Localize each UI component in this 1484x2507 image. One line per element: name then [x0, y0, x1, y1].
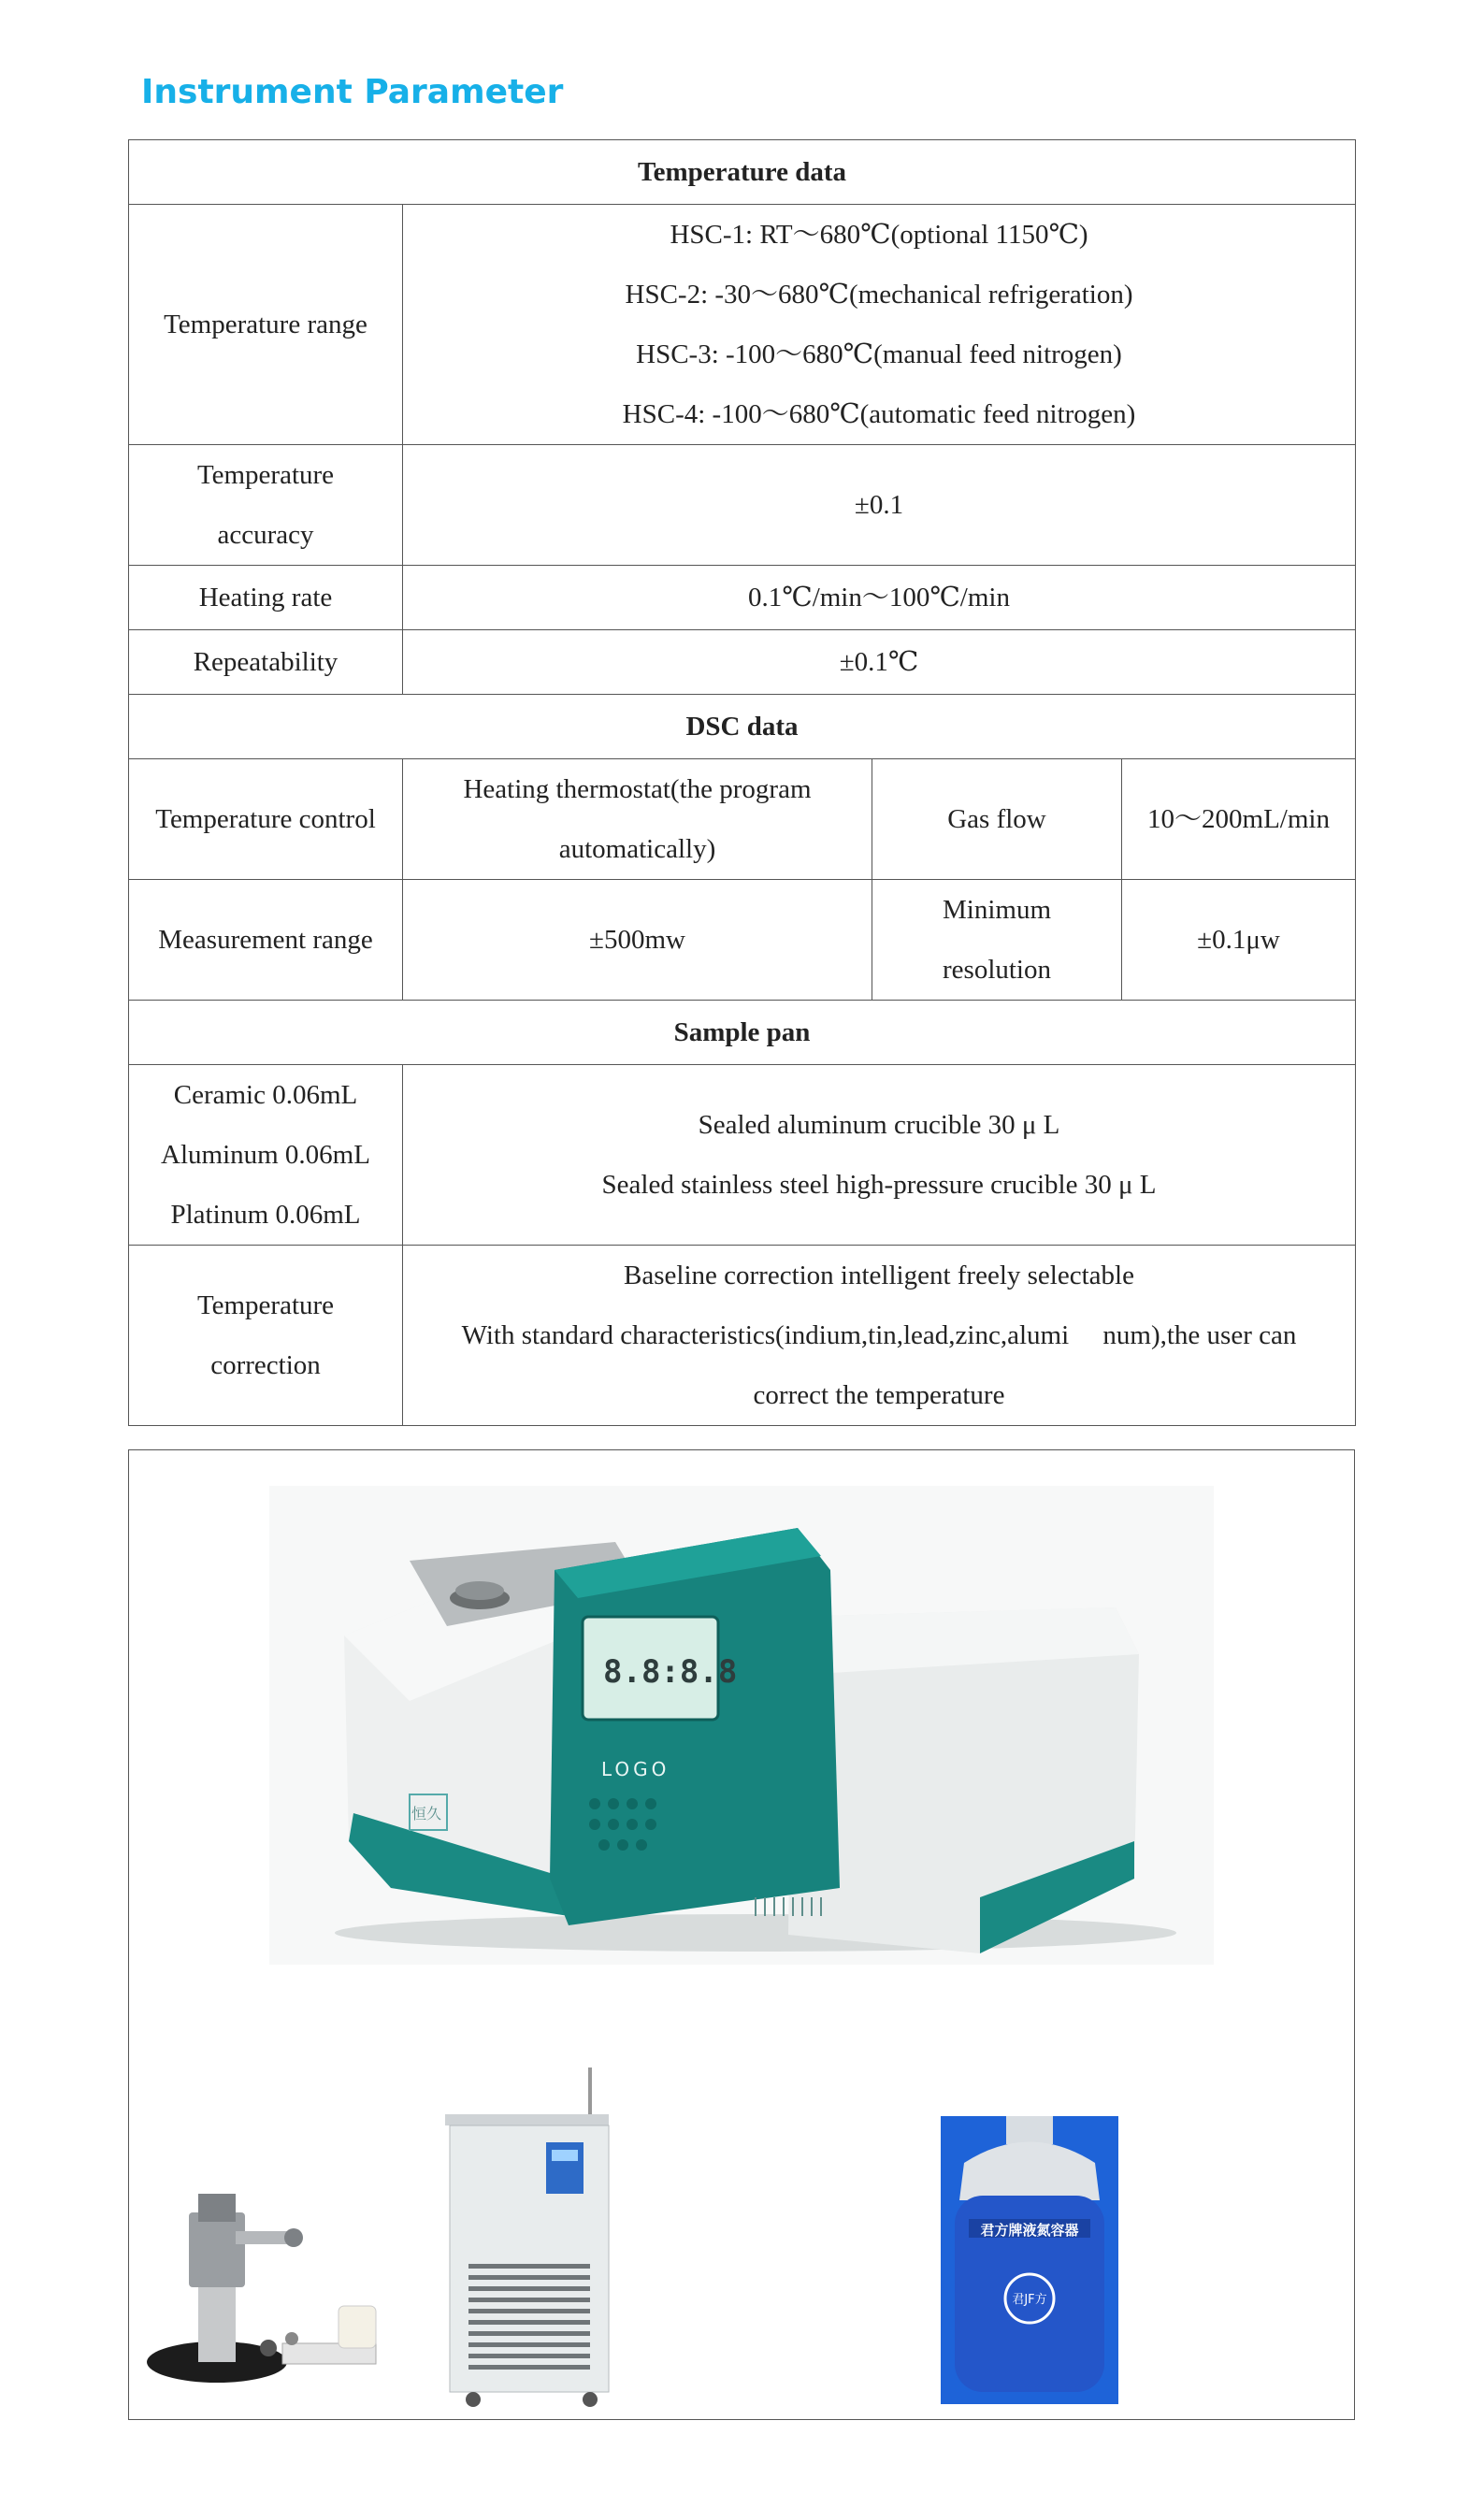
sample-pan-material: Aluminum 0.06mL [161, 1140, 370, 1170]
temp-accuracy-label-line: accuracy [217, 520, 314, 550]
temp-accuracy-label-line: Temperature [196, 460, 335, 490]
tank-label: 君方牌液氮容器 [980, 2222, 1079, 2239]
temp-correction-label-line: correction [210, 1350, 321, 1380]
spec-table [128, 139, 1356, 1426]
temp-correction-line: correct the temperature [753, 1380, 1005, 1410]
heating-rate-label: Heating rate [129, 566, 403, 630]
temp-correction-line: With standard characteristics(indium,tin,lead,zinc,alumi num),the user can [461, 1320, 1297, 1350]
product-photo-box [128, 1449, 1355, 2420]
crucible-press-image [133, 2175, 395, 2390]
page-heading: Instrument Parameter [141, 73, 564, 111]
main-badge: 恒久 [411, 1805, 442, 1823]
temp-correction-line: Baseline correction intelligent freely selectable [624, 1261, 1134, 1290]
temp-accuracy-label [129, 445, 403, 566]
min-resolution-label-line: Minimum [942, 895, 1051, 925]
section-sample-pan: Sample pan [129, 1001, 1356, 1065]
temp-accuracy-value: ±0.1 [403, 445, 1356, 566]
min-resolution-label [872, 880, 1122, 1001]
temp-control-value-line: Heating thermostat(the program [463, 774, 812, 804]
measurement-range-label: Measurement range [129, 880, 403, 1001]
temp-range-label: Temperature range [129, 205, 403, 445]
display-digits: 8.8:8.8 [603, 1653, 738, 1691]
sample-pan-crucibles [403, 1065, 1356, 1246]
tank-badge: 君JF方 [1012, 2293, 1047, 2307]
temp-control-value [403, 759, 872, 880]
sample-pan-material: Platinum 0.06mL [170, 1200, 361, 1230]
min-resolution-value: ±0.1μw [1122, 880, 1356, 1001]
sample-pan-materials [129, 1065, 403, 1246]
temp-correction-label-line: Temperature [196, 1290, 335, 1320]
main-logo: LOGO [601, 1758, 670, 1780]
sample-pan-crucible: Sealed stainless steel high-pressure crucible 30 μ L [601, 1170, 1157, 1200]
sample-pan-material: Ceramic 0.06mL [173, 1080, 358, 1110]
heating-rate-value: 0.1℃/min～100℃/min [403, 566, 1356, 630]
temp-range-values [403, 205, 1356, 445]
sample-pan-crucible: Sealed aluminum crucible 30 μ L [698, 1110, 1060, 1140]
temp-range-line: HSC-2: -30～680℃(mechanical refrigeration) [625, 280, 1133, 310]
section-temperature-data: Temperature data [129, 140, 1356, 205]
temp-correction-label [129, 1246, 403, 1426]
dsc-instrument-image [269, 1486, 1214, 1965]
temp-range-line: HSC-4: -100～680℃(automatic feed nitrogen) [622, 399, 1136, 429]
min-resolution-label-line: resolution [943, 955, 1051, 985]
section-dsc-data: DSC data [129, 695, 1356, 759]
repeatability-label: Repeatability [129, 630, 403, 695]
measurement-range-value: ±500mw [403, 880, 872, 1001]
temp-range-line: HSC-1: RT～680℃(optional 1150℃) [670, 220, 1088, 250]
repeatability-value: ±0.1℃ [403, 630, 1356, 695]
temp-control-label: Temperature control [129, 759, 403, 880]
temp-control-value-line: automatically) [558, 834, 716, 864]
gas-flow-label: Gas flow [872, 759, 1122, 880]
temp-range-line: HSC-3: -100～680℃(manual feed nitrogen) [636, 339, 1122, 369]
nitrogen-tank-image [941, 2116, 1118, 2404]
refrigeration-unit-image [436, 2068, 623, 2413]
temp-correction-text [403, 1246, 1356, 1426]
gas-flow-value: 10～200mL/min [1122, 759, 1356, 880]
